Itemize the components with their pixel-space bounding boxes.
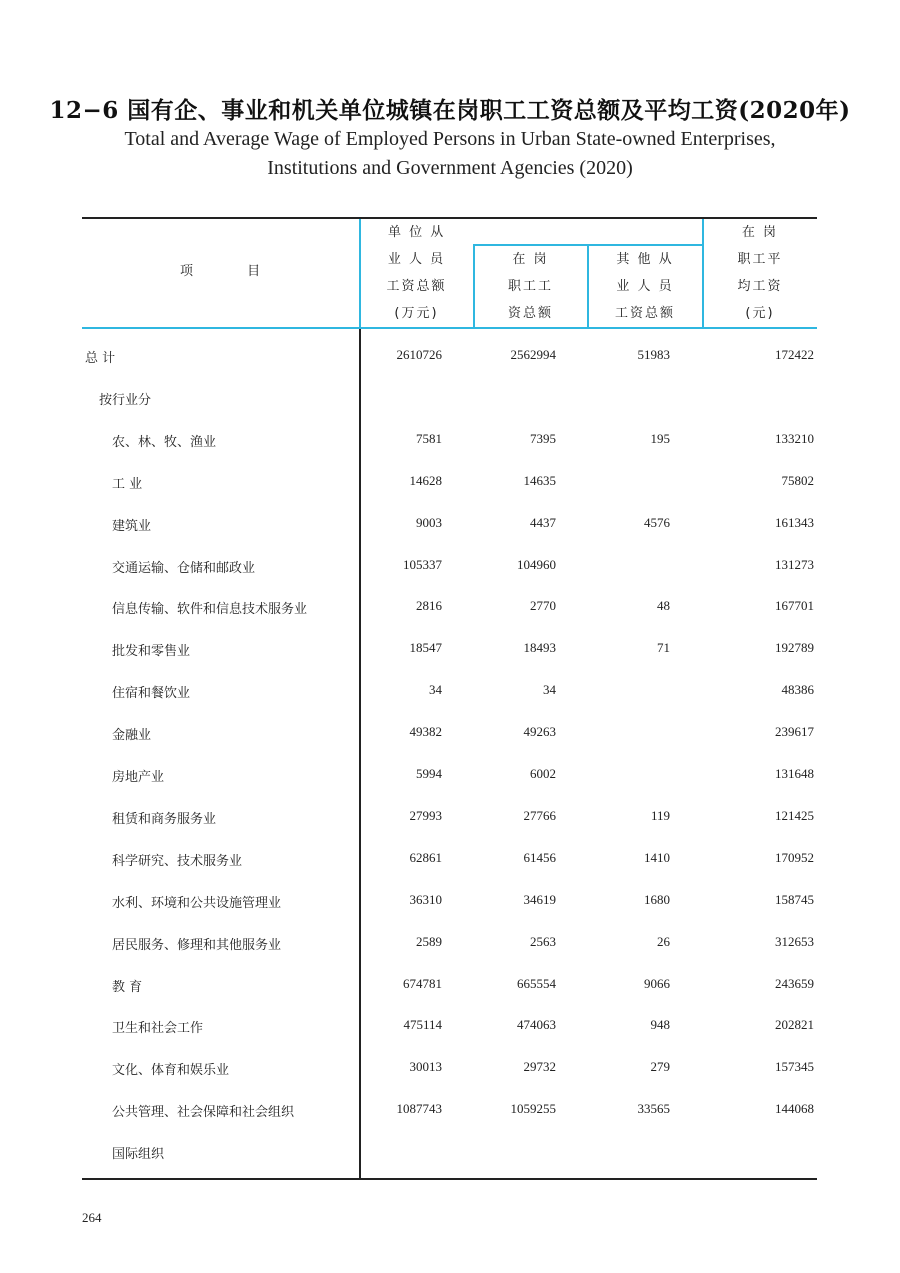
table-row (82, 389, 817, 409)
cell-v3: 119 (650, 808, 670, 823)
row-label: 按行业分 (99, 393, 152, 408)
row-label: 文化、体育和娱乐业 (112, 1063, 230, 1078)
cell-v3: 948 (650, 1017, 670, 1032)
row-label: 居民服务、修理和其他服务业 (112, 938, 282, 953)
table-row (82, 640, 817, 660)
row-label: 国际组织 (112, 1147, 165, 1162)
cell-v3: 4576 (644, 515, 670, 530)
cell-v2: 27766 (523, 808, 556, 823)
cell-v2: 61456 (523, 850, 556, 865)
table-row (82, 808, 817, 828)
cell-v1: 36310 (409, 892, 442, 907)
cell-v4: 75802 (781, 473, 814, 488)
table-row (82, 934, 817, 954)
table-row (82, 1143, 817, 1163)
table-row (82, 682, 817, 702)
header-col4-line3: 均工资 (737, 279, 783, 294)
row-label: 水利、环境和公共设施管理业 (112, 896, 282, 911)
page-subtitle-line1: Total and Average Wage of Employed Persons in Urban State-owned Enterprises, (124, 128, 776, 150)
cell-v4: 121425 (775, 808, 814, 823)
table-row (82, 598, 817, 618)
row-label: 卫生和社会工作 (112, 1021, 204, 1036)
cell-v1: 2610726 (396, 347, 442, 362)
cell-v3: 1680 (644, 892, 670, 907)
table-row (82, 850, 817, 870)
page-subtitle-line2: Institutions and Government Agencies (2020) (267, 157, 633, 179)
cell-v3: 33565 (637, 1101, 670, 1116)
row-label: 科学研究、技术服务业 (112, 854, 243, 869)
table-row (82, 1017, 817, 1037)
cell-v3: 1410 (644, 850, 670, 865)
cell-v2: 34619 (523, 892, 556, 907)
header-col4-line2: 职工平 (737, 252, 783, 267)
cell-v4: 312653 (775, 934, 814, 949)
cell-v4: 202821 (775, 1017, 814, 1032)
cell-v2: 18493 (523, 640, 556, 655)
cell-v3: 9066 (644, 976, 670, 991)
cell-v1: 49382 (409, 724, 442, 739)
row-label: 租赁和商务服务业 (112, 812, 217, 827)
header-col1-line3: 工资总额 (386, 279, 447, 294)
row-label: 批发和零售业 (112, 644, 191, 659)
header-col3-line1: 其 他 从 (616, 252, 674, 267)
cell-v2: 7395 (530, 431, 556, 446)
cell-v4: 172422 (775, 347, 814, 362)
cell-v4: 239617 (775, 724, 814, 739)
table-row (82, 766, 817, 786)
header-col4-line1: 在 岗 (741, 225, 779, 240)
cell-v2: 4437 (530, 515, 556, 530)
header-col1-line1: 单 位 从 (388, 225, 446, 240)
row-label: 信息传输、软件和信息技术服务业 (112, 602, 308, 617)
cell-v4: 243659 (775, 976, 814, 991)
cell-v1: 2816 (416, 598, 442, 613)
cell-v1: 9003 (416, 515, 442, 530)
row-label: 交通运输、仓储和邮政业 (112, 561, 256, 576)
cell-v2: 6002 (530, 766, 556, 781)
cell-v1: 1087743 (396, 1101, 442, 1116)
row-label: 金融业 (112, 728, 152, 743)
table-row (82, 347, 817, 367)
table-row (82, 515, 817, 535)
cell-v4: 48386 (781, 682, 814, 697)
cell-v1: 2589 (416, 934, 442, 949)
item-column-header: 项 目 (180, 264, 261, 279)
table-row (82, 431, 817, 451)
cell-v4: 158745 (775, 892, 814, 907)
cell-v4: 170952 (775, 850, 814, 865)
cell-v1: 5994 (416, 766, 442, 781)
row-label: 总 计 (85, 351, 116, 366)
cell-v1: 475114 (403, 1017, 442, 1032)
cell-v2: 104960 (517, 557, 556, 572)
header-col1 (360, 219, 473, 327)
cell-v2: 2770 (530, 598, 556, 613)
cell-v4: 133210 (775, 431, 814, 446)
row-label: 工 业 (112, 477, 143, 492)
cell-v4: 167701 (775, 598, 814, 613)
row-label: 建筑业 (112, 519, 152, 534)
row-label: 房地产业 (112, 770, 165, 785)
cell-v1: 7581 (416, 431, 442, 446)
cell-v2: 34 (543, 682, 556, 697)
cell-v3: 26 (657, 934, 670, 949)
body-divider (359, 329, 361, 1178)
cell-v2: 2562994 (510, 347, 556, 362)
header-col2-line3: 资总额 (507, 306, 553, 321)
cell-v4: 192789 (775, 640, 814, 655)
cell-v4: 131273 (775, 557, 814, 572)
cell-v2: 474063 (517, 1017, 556, 1032)
cell-v3: 279 (650, 1059, 670, 1074)
cell-v4: 144068 (775, 1101, 814, 1116)
table-header-rule (82, 327, 817, 329)
cell-v3: 48 (657, 598, 670, 613)
cell-v4: 131648 (775, 766, 814, 781)
table-row (82, 1101, 817, 1121)
cell-v1: 62861 (409, 850, 442, 865)
row-label: 住宿和餐饮业 (112, 686, 191, 701)
header-col4-line4: (元) (745, 306, 775, 321)
cell-v1: 30013 (409, 1059, 442, 1074)
cell-v3: 71 (657, 640, 670, 655)
header-col1-line4: (万元) (394, 306, 439, 321)
cell-v2: 49263 (523, 724, 556, 739)
cell-v2: 2563 (530, 934, 556, 949)
cell-v4: 157345 (775, 1059, 814, 1074)
row-label: 农、林、牧、渔业 (112, 435, 217, 450)
header-col3 (588, 246, 702, 327)
table-row (82, 892, 817, 912)
cell-v2: 665554 (517, 976, 556, 991)
cell-v1: 674781 (403, 976, 442, 991)
cell-v2: 14635 (523, 473, 556, 488)
header-col3-line2: 业 人 员 (616, 279, 674, 294)
header-col4 (703, 219, 817, 327)
header-col1-line2: 业 人 员 (387, 252, 446, 267)
cell-v2: 1059255 (510, 1101, 556, 1116)
header-col3-line3: 工资总额 (614, 306, 675, 321)
header-col2 (474, 246, 587, 327)
cell-v1: 14628 (409, 473, 442, 488)
cell-v1: 18547 (409, 640, 442, 655)
cell-v4: 161343 (775, 515, 814, 530)
cell-v1: 105337 (403, 557, 442, 572)
row-label: 公共管理、社会保障和社会组织 (112, 1105, 295, 1120)
table-row (82, 1059, 817, 1079)
header-col2-line1: 在 岗 (512, 252, 549, 267)
cell-v3: 51983 (637, 347, 670, 362)
cell-v3: 195 (650, 431, 670, 446)
page-title: 12−6 国有企、事业和机关单位城镇在岗职工工资总额及平均工资(2020年) (49, 97, 851, 124)
cell-v1: 34 (429, 682, 442, 697)
cell-v1: 27993 (409, 808, 442, 823)
table-row (82, 724, 817, 744)
page-number: 264 (82, 1210, 102, 1225)
table-bottom-rule (82, 1178, 817, 1180)
row-label: 教 育 (112, 980, 143, 995)
table-row (82, 976, 817, 996)
header-col2-line2: 职工工 (507, 279, 553, 294)
cell-v2: 29732 (523, 1059, 556, 1074)
table-row (82, 557, 817, 577)
table-row (82, 473, 817, 493)
